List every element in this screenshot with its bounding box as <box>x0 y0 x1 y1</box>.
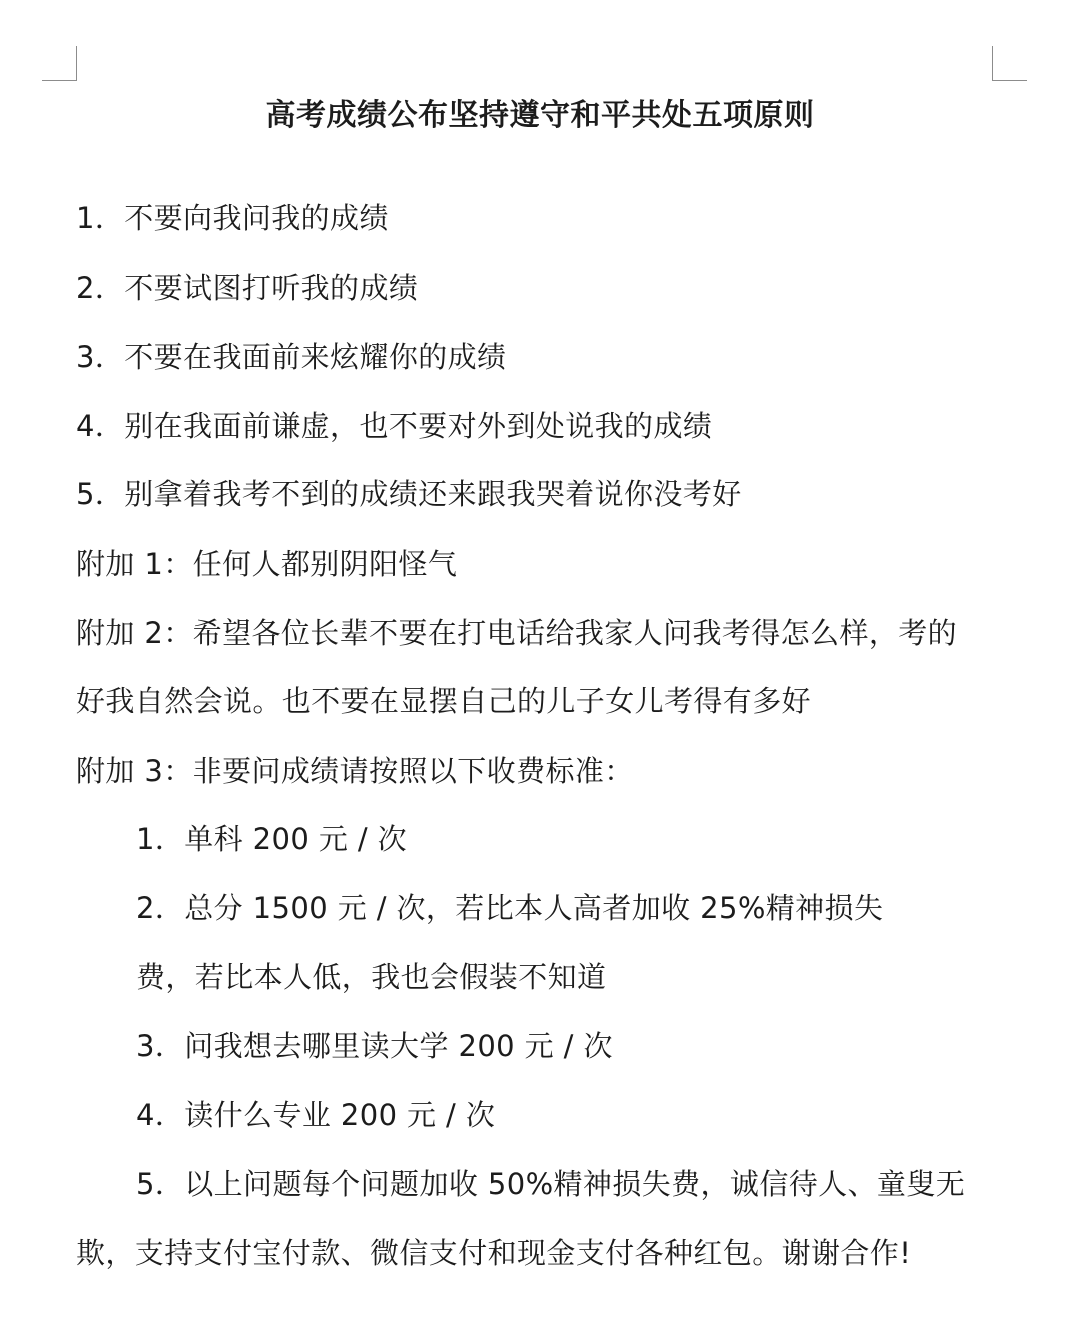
principle-item-3: 3．不要在我面前来炫耀你的成绩 <box>76 340 507 374</box>
fee-item-5-line-2: 欺，支持支付宝付款、微信支付和现金支付各种红包。谢谢合作! <box>76 1236 912 1270</box>
fee-item-4: 4．读什么专业 200 元 / 次 <box>136 1098 496 1132</box>
principle-item-4: 4．别在我面前谦虚，也不要对外到处说我的成绩 <box>76 409 713 443</box>
addendum-1: 附加 1：任何人都别阴阳怪气 <box>76 547 458 581</box>
page-corner-mark-top-left <box>42 46 77 81</box>
fee-item-3: 3．问我想去哪里读大学 200 元 / 次 <box>136 1029 613 1063</box>
principle-item-2: 2．不要试图打听我的成绩 <box>76 271 419 305</box>
fee-item-2-line-1: 2．总分 1500 元 / 次，若比本人高者加收 25%精神损失 <box>136 891 884 925</box>
document-title: 高考成绩公布坚持遵守和平共处五项原则 <box>265 98 815 133</box>
addendum-2-line-2: 好我自然会说。也不要在显摆自己的儿子女儿考得有多好 <box>76 684 812 718</box>
addendum-3: 附加 3：非要问成绩请按照以下收费标准： <box>76 754 634 788</box>
fee-item-2-line-2: 费，若比本人低，我也会假装不知道 <box>136 960 607 994</box>
principle-item-1: 1．不要向我问我的成绩 <box>76 201 389 235</box>
fee-item-1: 1．单科 200 元 / 次 <box>136 822 408 856</box>
principle-item-5: 5．别拿着我考不到的成绩还来跟我哭着说你没考好 <box>76 477 742 511</box>
fee-item-5-line-1: 5．以上问题每个问题加收 50%精神损失费，诚信待人、童叟无 <box>136 1167 966 1201</box>
addendum-2-line-1: 附加 2：希望各位长辈不要在打电话给我家人问我考得怎么样，考的 <box>76 616 958 650</box>
page-corner-mark-top-right <box>992 46 1027 81</box>
